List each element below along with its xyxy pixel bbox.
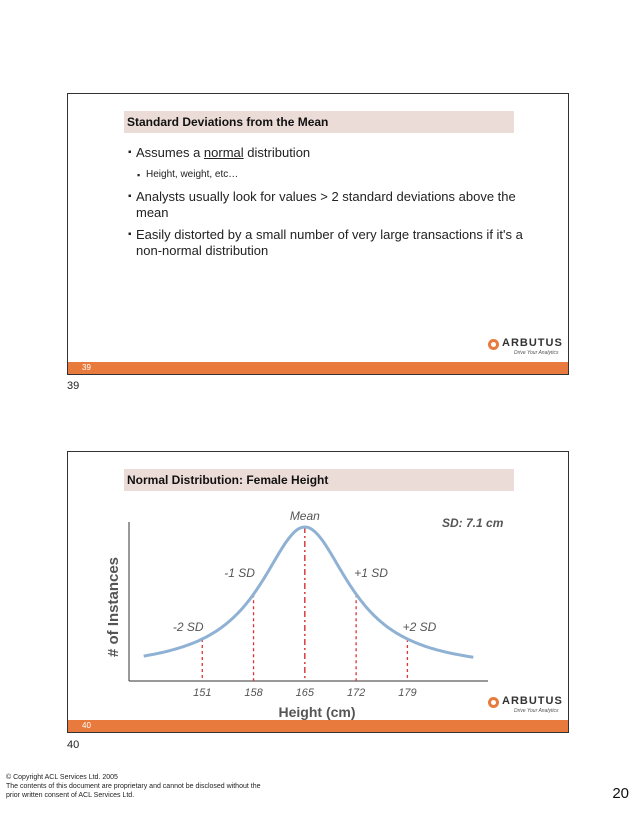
- sd-note: SD: 7.1 cm: [442, 516, 504, 530]
- annotation-label: +1 SD: [354, 566, 388, 580]
- copyright-line: prior written consent of ACL Services Ltd.: [6, 792, 135, 799]
- page-number: 20: [612, 785, 629, 802]
- logo-tagline: Drive Your Analytics: [514, 708, 559, 714]
- x-tick-label: 158: [244, 687, 263, 699]
- bullet-list: [128, 145, 528, 265]
- bullet-item: ▪ Analysts usually look for values > 2 standard deviations above the mean: [128, 189, 528, 221]
- slide-label: 40: [67, 739, 80, 751]
- logo-mark-icon: [488, 339, 499, 350]
- slide-number: 39: [82, 363, 91, 372]
- x-axis-label: Height (cm): [278, 704, 356, 720]
- slide-39: [67, 93, 569, 375]
- sub-bullet-item: ▪ Height, weight, etc…: [128, 167, 528, 183]
- copyright-line: © Copyright ACL Services Ltd. 2005: [6, 774, 118, 781]
- y-axis-label: # of Instances: [105, 556, 122, 658]
- annotation-label: -2 SD: [172, 620, 204, 634]
- x-tick-label: 151: [193, 687, 212, 699]
- annotation-label: -1 SD: [224, 566, 255, 580]
- slide-footer: [68, 362, 568, 374]
- copyright-line: The contents of this document are proprietary and cannot be disclosed without the: [6, 783, 261, 790]
- slide-title: Normal Distribution: Female Height: [124, 469, 514, 491]
- logo-name: ARBUTUS: [502, 337, 563, 349]
- bullet-item: [128, 145, 528, 161]
- slide-40: [67, 451, 569, 733]
- bullet-text: distribution: [243, 145, 311, 160]
- arbutus-logo: [488, 695, 563, 715]
- x-tick-label: 165: [295, 687, 315, 699]
- slide-number: 40: [82, 721, 91, 730]
- logo-mark-icon: [488, 697, 499, 708]
- bullet-text: Assumes a: [136, 145, 204, 160]
- bullet-item: ▪ Easily distorted by a small number of very large transactions if it's a non-normal distribution: [128, 227, 528, 259]
- x-tick-label: 172: [346, 687, 366, 699]
- slide-footer: [68, 720, 568, 732]
- slide-title: Standard Deviations from the Mean: [124, 111, 514, 133]
- slide-label: 39: [67, 380, 80, 392]
- logo-tagline: Drive Your Analytics: [514, 350, 559, 356]
- annotation-label: +2 SD: [402, 620, 437, 634]
- annotation-label: Mean: [289, 509, 320, 523]
- normal-link[interactable]: normal: [203, 145, 244, 160]
- arbutus-logo: [488, 337, 563, 357]
- normal-distribution-chart: [68, 452, 568, 720]
- x-tick-label: 179: [398, 687, 417, 699]
- copyright-notice: [6, 773, 261, 800]
- logo-name: ARBUTUS: [502, 695, 563, 707]
- bell-curve: [144, 527, 474, 657]
